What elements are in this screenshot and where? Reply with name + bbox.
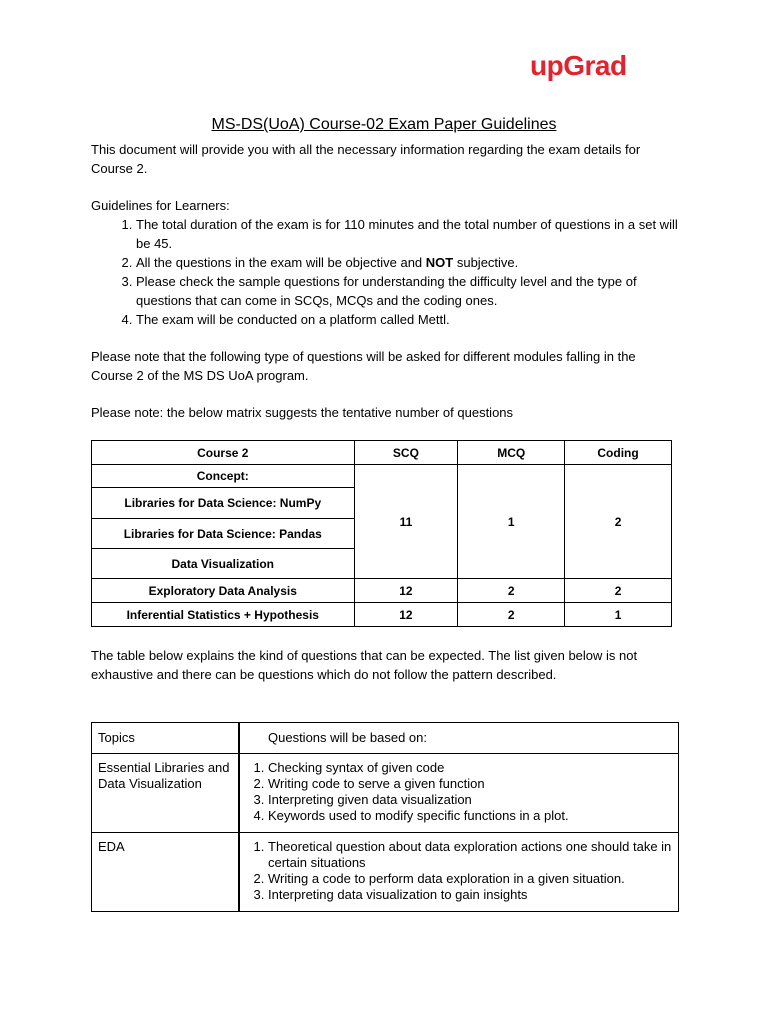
list-item: 4. Keywords used to modify specific functions in a plot. (268, 808, 672, 824)
header-cell: SCQ (354, 441, 458, 465)
table-cell: 11 (354, 465, 458, 579)
table-cell: 2 (565, 579, 672, 603)
list-item: 1. Theoretical question about data exploration actions one should take in certain situations (268, 839, 672, 871)
questions-list (246, 760, 672, 824)
list-item: 2. Writing a code to perform data exploration in a given situation. (268, 871, 672, 887)
matrix-note: Please note: the below matrix suggests the tentative number of questions (91, 405, 514, 420)
table-row (92, 754, 679, 833)
guideline-emphasis: NOT (425, 255, 454, 270)
document-body (91, 140, 681, 422)
guidelines-heading: Guidelines for Learners: (91, 198, 230, 213)
guideline-text: All the questions in the exam will be objective and (136, 255, 426, 270)
list-item: 3. Interpreting given data visualization (268, 792, 672, 808)
upgrad-logo: upGrad (530, 50, 627, 81)
topic-cell: Essential Libraries and Data Visualization (92, 754, 240, 833)
header-cell: MCQ (458, 441, 565, 465)
table-cell: Concept: (92, 465, 355, 488)
table-cell: Exploratory Data Analysis (92, 579, 355, 603)
table-cell: Inferential Statistics + Hypothesis (92, 603, 355, 627)
table-row (92, 833, 679, 912)
questions-cell (239, 833, 679, 912)
guideline-item: 3. Please check the sample questions for understanding the difficulty level and the type of questions that can come in SCQs, MCQs and the coding ones. (136, 272, 681, 310)
header-cell (239, 723, 679, 754)
table-cell: 12 (354, 603, 458, 627)
list-item: 1. Checking syntax of given code (268, 760, 672, 776)
table-cell: Libraries for Data Science: Pandas (92, 519, 355, 549)
table-cell: 1 (458, 465, 565, 579)
table-row (92, 579, 672, 603)
table-cell: 2 (458, 579, 565, 603)
list-item: 3. Interpreting data visualization to gain insights (268, 887, 672, 903)
table-cell: 1 (565, 603, 672, 627)
header-cell: Topics (92, 723, 240, 754)
question-matrix-table (91, 440, 672, 627)
table-row (92, 441, 672, 465)
table-intro-paragraph: The table below explains the kind of questions that can be expected. The list given below is not exhaustive and there can be questions which do not follow the pattern described. (91, 648, 638, 682)
table-row (92, 603, 672, 627)
topics-table (91, 722, 679, 912)
header-label: Questions will be based on: (268, 730, 427, 745)
header-cell: Coding (565, 441, 672, 465)
table-row (92, 723, 679, 754)
header-cell: Course 2 (92, 441, 355, 465)
table-cell: 2 (458, 603, 565, 627)
page-title: MS-DS(UoA) Course-02 Exam Paper Guidelines (211, 116, 557, 133)
table-cell: 12 (354, 579, 458, 603)
guideline-item: 4. The exam will be conducted on a platform called Mettl. (136, 310, 681, 329)
guideline-item: 1. The total duration of the exam is for 110 minutes and the total number of questions in a set will be 45. (136, 215, 681, 253)
note-paragraph: Please note that the following type of questions will be asked for different modules falling in the Course 2 of the MS DS UoA program. (91, 349, 636, 383)
topic-cell: EDA (92, 833, 240, 912)
guideline-item (136, 253, 681, 272)
table-cell: 2 (565, 465, 672, 579)
table-cell: Data Visualization (92, 549, 355, 579)
questions-cell (239, 754, 679, 833)
questions-list (246, 839, 672, 903)
list-item: 2. Writing code to serve a given function (268, 776, 672, 792)
table-row (92, 465, 672, 488)
intro-paragraph: This document will provide you with all the necessary information regarding the exam details for Course 2. (91, 142, 641, 176)
guideline-text: subjective. (453, 255, 519, 270)
guidelines-list (91, 215, 681, 329)
table-cell: Libraries for Data Science: NumPy (92, 488, 355, 519)
